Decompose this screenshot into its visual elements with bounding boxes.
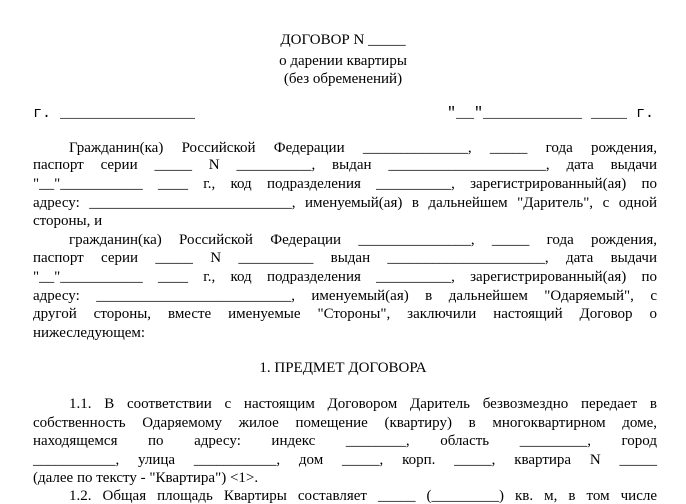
party2-line: паспорт серии _____ N __________ выдан _____________________, дата выдачи: [33, 250, 657, 266]
party1-line: стороны, и: [33, 213, 103, 229]
party1-line: паспорт серии _____ N __________, выдан _____________________, дата выдачи: [33, 157, 657, 173]
party2-line: нижеследующем:: [33, 325, 146, 341]
document-subtitle-note: (без обременений): [283, 71, 403, 87]
clause-line: 1.2. Общая площадь Квартиры составляет _____ (_________) кв. м, в том числе: [69, 488, 657, 504]
document-subtitle: о дарении квартиры: [279, 53, 407, 69]
party1-line: адресу: ___________________________, именуемый(ая) в дальнейшем "Даритель", с одной: [33, 195, 657, 211]
party2-line: адресу: __________________________, именуемый(ая) в дальнейшем "Одаряемый", с: [33, 288, 657, 304]
date-field: "__"___________ ____ г.: [447, 105, 655, 122]
clause-line: (далее по тексту - "Квартира") <1>.: [33, 470, 259, 486]
clause-line: собственность Одаряемому жилое помещение (квартиру) в многоквартирном доме,: [33, 415, 657, 431]
clause-line: ___________, улица ___________, дом _____, корп. _____, квартира N _____: [33, 452, 657, 468]
party1-line: "__"___________ ____ г., код подразделения __________, зарегистрированный(ая) по: [33, 176, 657, 192]
party1-line: Гражданин(ка) Российской Федерации ______________, _____ года рождения,: [69, 140, 657, 156]
city-field: г. _______________: [33, 105, 196, 122]
party2-line: другой стороны, вместе именуемые "Стороны", заключили настоящий Договор о: [33, 306, 657, 322]
section-title: 1. ПРЕДМЕТ ДОГОВОРА: [259, 360, 427, 376]
clause-line: находящемся по адресу: индекс ________, область _________, город: [33, 433, 657, 449]
clause-line: 1.1. В соответствии с настоящим Договором Даритель безвозмездно передает в: [69, 396, 657, 412]
party2-line: "__"___________ ____ г., код подразделения __________, зарегистрированный(ая) по: [33, 269, 657, 285]
party2-line: гражданин(ка) Российской Федерации _______________, _____ года рождения,: [69, 232, 657, 248]
document-title: ДОГОВОР N _____: [280, 32, 406, 48]
